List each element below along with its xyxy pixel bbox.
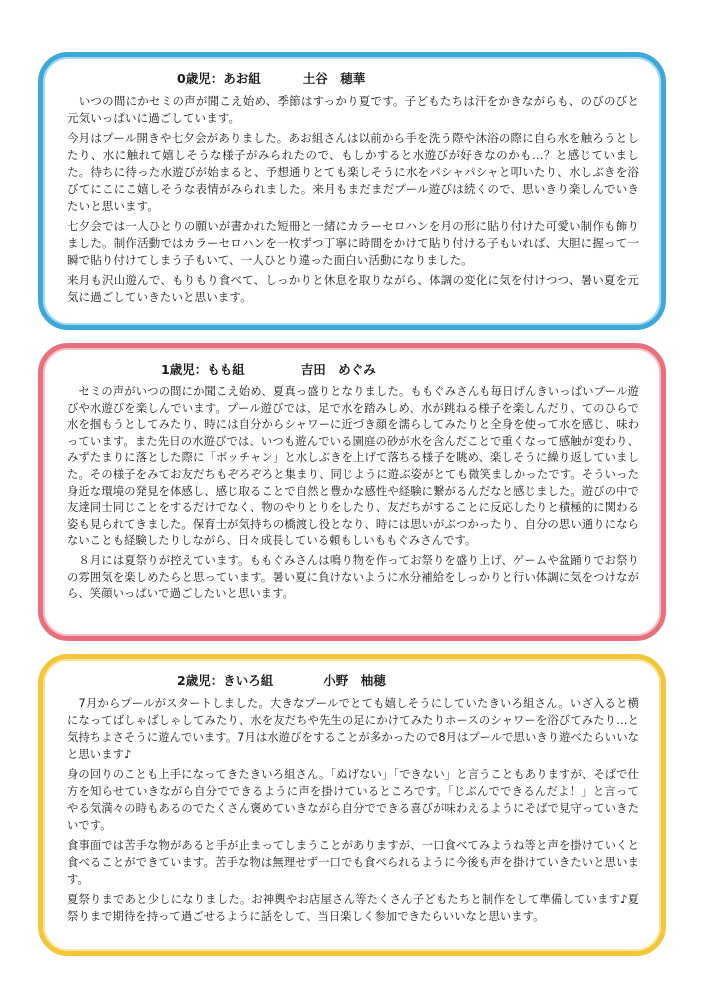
section-kiirogumi: [38, 654, 666, 956]
class-label: 2歳児：きいろ組: [177, 673, 274, 688]
paragraph: 来月も沢山遊んで、もりもり食べて、しっかりと休息を取りながら、体調の変化に気を付けつつ、暑い夏を元気に過ごしていきたいと思います。: [67, 273, 639, 304]
paragraph: いつの間にかセミの声が聞こえ始め、季節はすっかり夏です。子どもたちは汗をかきながらも、のびのびと元気いっぱいに過ごしています。: [67, 94, 639, 125]
section-momogumi: [38, 343, 666, 641]
paragraph: セミの声がいつの間にか聞こえ始め、夏真っ盛りとなりました。ももぐみさんも毎日げんきいっぱいプール遊びや水遊びを楽しんでいます。プール遊びでは、足で水を踏みしめ、水が跳ねる様子を楽しんだり、てのひらで水を掴もうとしてみたり、時には自分からシャワーに近づき顔を濡らしてみたりと全身を使って水を感じ、味わっています。また先日の水遊びでは、いつも遊んでいる園庭の砂が水を含んだことで重くなって感触が変わり、みずたまりに落とした際に「ボッチャン」と水しぶきを上げて落ちる様子を眺め、楽しそうに繰り返していました。その様子をみてお友だちもぞろぞろと集まり、同じように遊ぶ姿がとても微笑ましかったです。そういった身近な環境の発見を体感し、感じ取ることで自然と豊かな感性や経験に繋がるんだなと感じました。遊びの中で友達同士同じことをするだけでなく、物のやりとりをしたり、友だちがすることに反応したりと積極的に関わる姿も見られてきました。保育士が気持ちの橋渡し役となり、時には思いがぶつかったり、自分の思い通りにならないことも経験したりしながら、日々成長している頼もしいももぐみさんです。: [67, 385, 639, 548]
teacher-name: 吉田 めぐみ: [300, 362, 376, 377]
teacher-name: 土谷 穂華: [302, 71, 366, 86]
paragraph: 食事面では苦手な物があると手が止まってしまうことがありますが、一口食べてみようね等と声を掛けていくと食べることができています。苦手な物は無理せず一口でも食べられるように今後も声を掛けていきたいと思います。: [67, 839, 639, 886]
section-heading: [67, 69, 639, 87]
paragraph: 七夕会では一人ひとりの願いが書かれた短冊と一緒にカラーセロハンを月の形に貼り付けた可愛い制作も飾りました。制作活動ではカラーセロハンを一枚ずつ丁寧に時間をかけて貼り付ける子もいれば、大胆に握って一瞬で貼り付けてしまう子もいて、一人ひとり違った面白い活動になりました。: [67, 219, 639, 267]
paragraph: 今月はプール開きや七夕会がありました。あお組さんは以前から手を洗う際や沐浴の際に自ら水を触ろうとしたり、水に触れて嬉しそうな様子がみられたので、もしかすると水遊びが好きなのかも…？と感じていました。待ちに待った水遊びが始まると、予想通りとても楽しそうに水をパシャパシャと叩いたり、水しぶきを浴びてにこにこ嬉しそうな表情がみられました。来月もまだまだプール遊びは続くので、思いきり楽しんでいきたいと思います。: [67, 131, 639, 213]
teacher-name: 小野 柚穂: [323, 673, 386, 688]
section-heading: [67, 671, 639, 689]
class-label: 1歳児：もも組: [161, 362, 245, 377]
paragraph: ８月には夏祭りが控えています。ももぐみさんは鳴り物を作ってお祭りを盛り上げ、ゲームや盆踊りでお祭りの雰囲気を楽しめたらと思っています。暑い夏に負けないように水分補給をしっかりと行い体調に気をつけながら、笑顔いっぱいで過ごしたいと思います。: [67, 553, 639, 601]
section-aogumi: [38, 52, 666, 330]
paragraph: 7月からプールがスタートしました。大きなプールでとても嬉しそうにしていたきいろ組さん。いざ入ると横になってばしゃばしゃしてみたり、水を友だちや先生の足にかけてみたりホースのシャワーを浴びてみたり…と気持ちよさそうに遊んでいます。7月は水遊びをすることが多かったので8月はプールで思いきり遊べたらいいなと思います♪: [67, 697, 639, 761]
paragraph: 夏祭りまであと少しになりました。お神輿やお店屋さん等たくさん子どもたちと制作をして準備しています♪夏祭りまで期待を持って過ごせるように話をして、当日楽しく参加できたらいいなと思います。: [67, 893, 639, 923]
section-heading: [67, 360, 639, 378]
class-label: 0歳児：あお組: [177, 71, 261, 86]
paragraph: 身の回りのことも上手になってきたきいろ組さん。「ぬげない」「できない」と言うこともありますが、そばで仕方を知らせていきながら自分でできるように声を掛けているところです。「じぶんでできるんだよ！」と言ってやる気満々の時もあるのでたくさん褒めていきながら自分でできる喜びが味わえるようにそばで見守っていきたいです。: [67, 768, 639, 832]
